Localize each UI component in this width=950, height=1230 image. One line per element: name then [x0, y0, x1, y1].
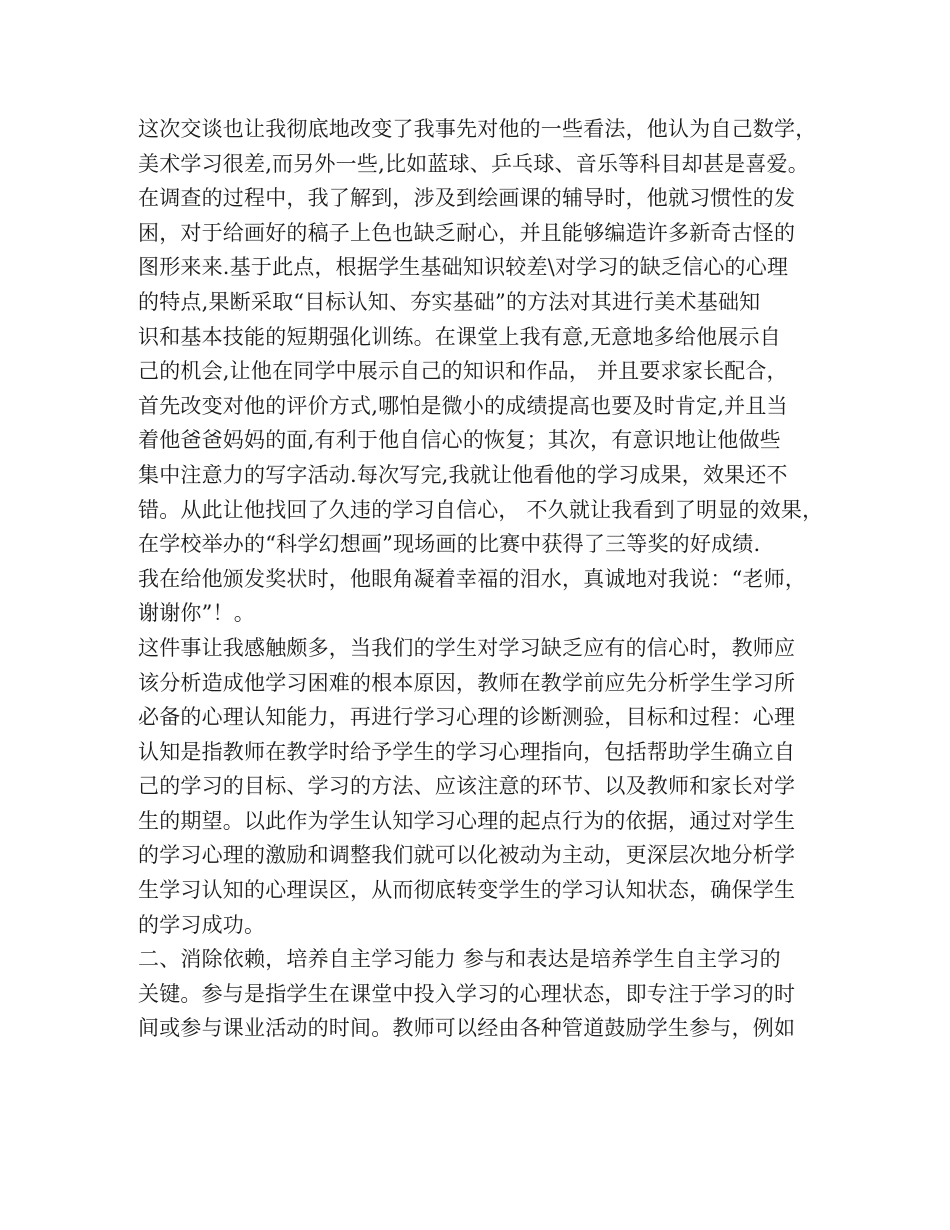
text-line: 己的学习的目标、学习的方法、应该注意的环节、以及教师和家长对学 [138, 774, 796, 799]
text-line: 认知是指教师在教学时给予学生的学习心理指向，包括帮助学生确立自 [138, 739, 796, 764]
text-line: 必备的心理认知能力，再进行学习心理的诊断测验，目标和过程：心理 [138, 705, 796, 730]
text-line: 间或参与课业活动的时间。教师可以经由各种管道鼓励学生参与，例如 [138, 1016, 796, 1041]
text-line: 的特点,果断采取“目标认知、夯实基础”的方法对其进行美术基础知 [138, 289, 761, 314]
document-body [138, 112, 828, 1046]
text-line: 首先改变对他的评价方式,哪怕是微小的成绩提高也要及时肯定,并且当 [138, 393, 788, 418]
text-line: 集中注意力的写字活动.每次写完,我就让他看他的学习成果，效果还不 [138, 462, 788, 487]
section-heading-line: 二、消除依赖，培养自主学习能力 参与和表达是培养学生自主学习的 [138, 947, 781, 972]
text-line: 错。从此让他找回了久违的学习自信心， 不久就让我看到了明显的效果， [138, 497, 824, 522]
text-line: 生的期望。以此作为学生认知学习心理的起点行为的依据，通过对学生 [138, 808, 796, 833]
text-line: 谢谢你”！。 [138, 601, 255, 626]
text-line: 在调查的过程中，我了解到，涉及到绘画课的辅导时，他就习惯性的发 [138, 186, 796, 211]
text-line: 在学校举办的“科学幻想画”现场画的比赛中获得了三等奖的好成绩. [138, 532, 761, 557]
text-line: 生学习认知的心理误区，从而彻底转变学生的学习认知状态，确保学生 [138, 878, 796, 903]
text-line: 着他爸爸妈妈的面,有利于他自信心的恢复；其次，有意识地让他做些 [138, 428, 781, 453]
text-line: 我在给他颁发奖状时，他眼角凝着幸福的泪水，真诚地对我说：“老师， [138, 566, 807, 591]
text-line: 的学习成功。 [138, 912, 266, 937]
text-line: 识和基本技能的短期强化训练。在课堂上我有意,无意地多给他展示自 [138, 324, 781, 349]
text-line: 关键。参与是指学生在课堂中投入学习的心理状态，即专注于学习的时 [138, 981, 796, 1006]
text-line: 这次交谈也让我彻底地改变了我事先对他的一些看法，他认为自己数学， [138, 117, 817, 141]
text-line: 图形来来.基于此点，根据学生基础知识较差\对学习的缺乏信心的心理 [138, 255, 789, 280]
text-line: 该分析造成他学习困难的根本原因，教师在教学前应先分析学生学习所 [138, 670, 796, 695]
text-line: 己的机会,让他在同学中展示自己的知识和作品， 并且要求家长配合， [138, 359, 788, 384]
text-line: 困，对于给画好的稿子上色也缺乏耐心，并且能够编造许多新奇古怪的 [138, 220, 796, 245]
text-line: 这件事让我感触颇多，当我们的学生对学习缺乏应有的信心时，教师应 [138, 635, 796, 660]
text-line: 的学习心理的激励和调整我们就可以化被动为主动，更深层次地分析学 [138, 843, 796, 868]
text-line: 美术学习很差,而另外一些,比如蓝球、乒乓球、音乐等科目却甚是喜爱。 [138, 151, 809, 176]
